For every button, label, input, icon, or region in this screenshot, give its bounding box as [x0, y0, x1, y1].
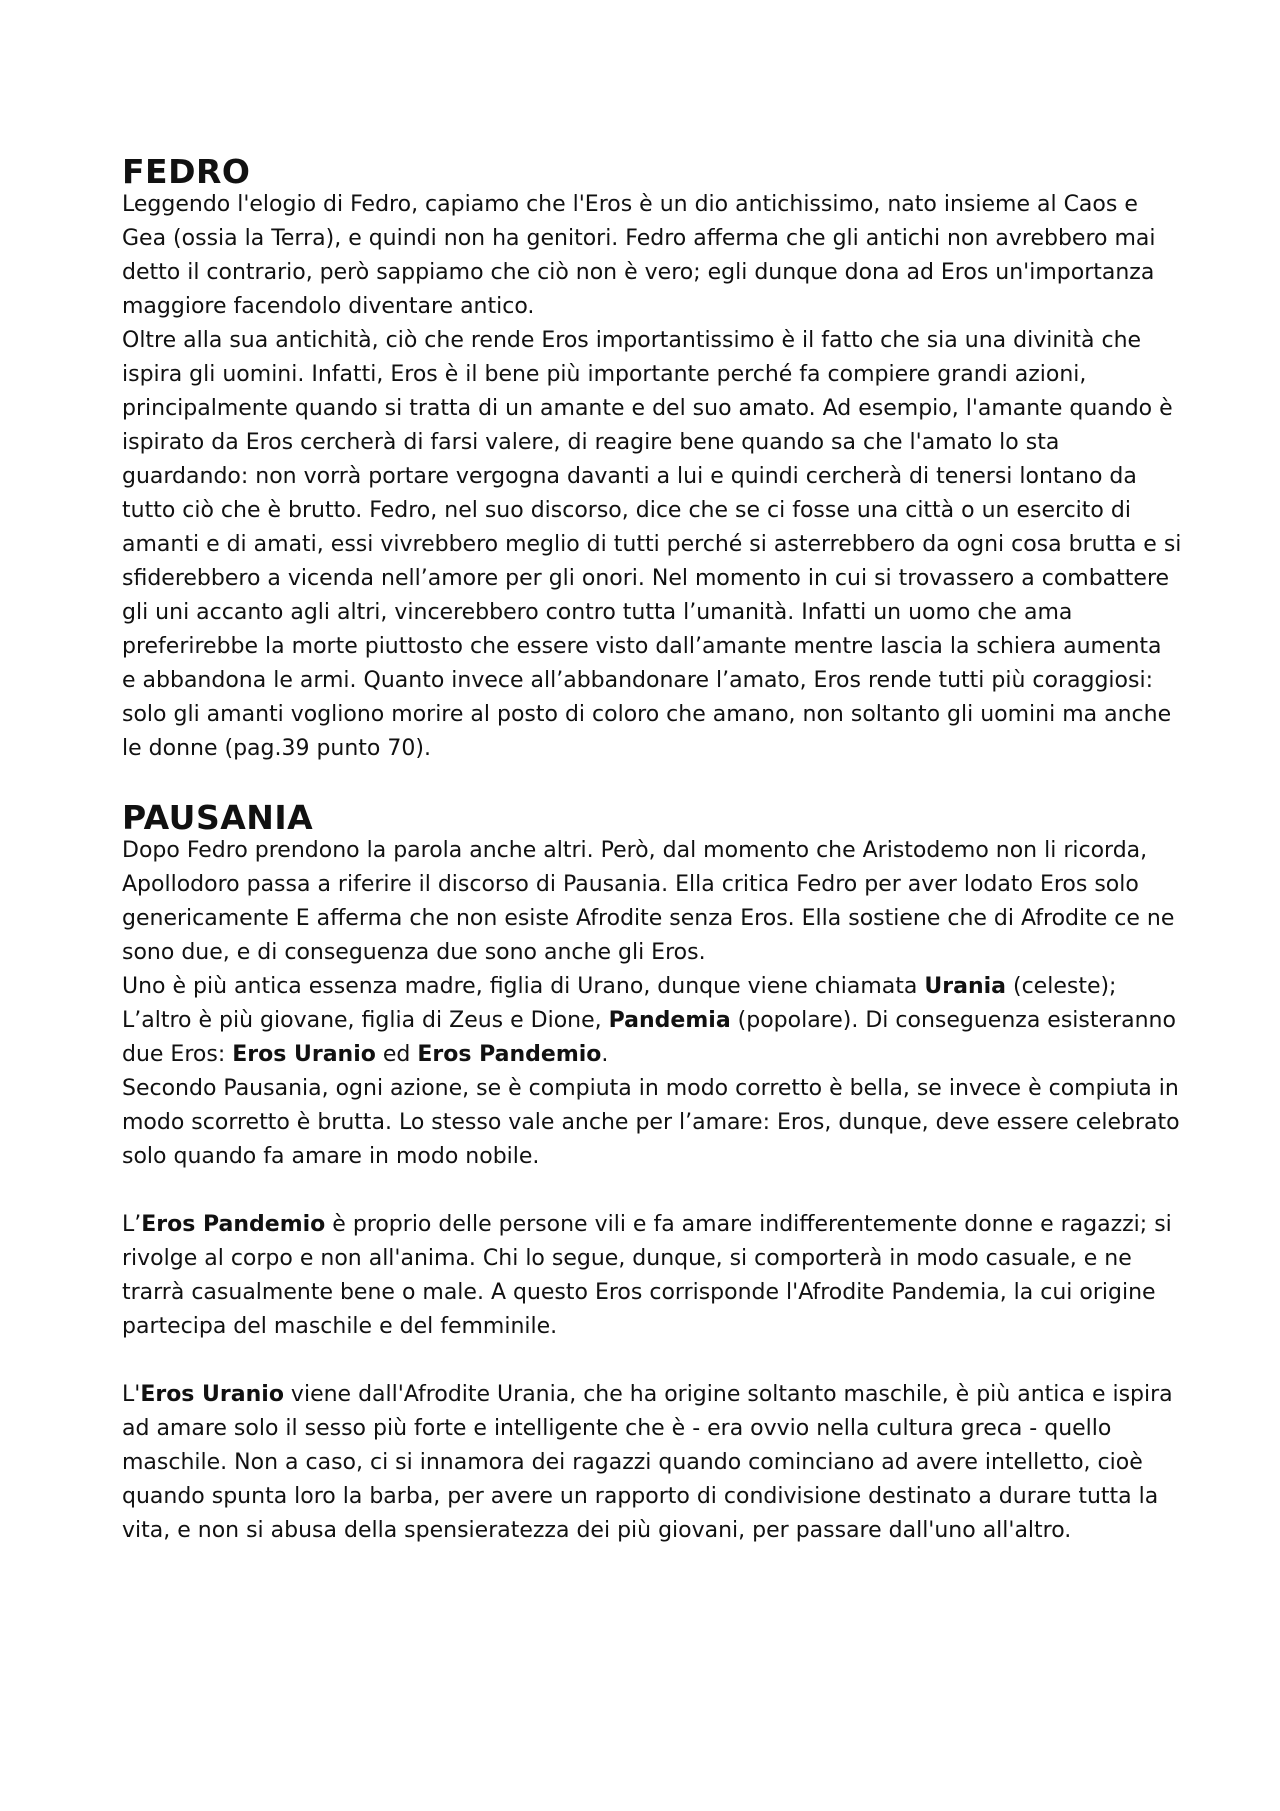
fedro-paragraph-2: Oltre alla sua antichità, ciò che rende Eros importantissimo è il fatto che sia una divinità che ispira gli uomini. Infatti, Eros è il bene più importante perché fa compiere grandi azioni, principalmente quando si tratta di un amante e del suo amato. Ad esempio, l'amante quando è ispirato da Eros cercherà di farsi valere, di reagire bene quando sa che l'amato lo sta guardando: non vorrà portare vergogna davanti a lui e quindi cercherà di tenersi lontano da tutto ciò che è brutto. Fedro, nel suo discorso, dice che se ci fosse una città o un esercito di amanti e di amati, essi vivrebbero meglio di tutti perché si asterrebbero da ogni cosa brutta e si sfiderebbero a vicenda nell’amore per gli onori. Nel momento in cui si trovassero a combattere gli uni accanto agli altri, vincerebbero contro tutta l’umanità. Infatti un uomo che ama preferirebbe la morte piuttosto che essere visto dall’amante mentre lascia la schiera aumenta e abbandona le armi. Quanto invece all’abbandonare l’amato, Eros rende tutti più coraggiosi: solo gli amanti vogliono morire al posto di coloro che amano, non soltanto gli uomini ma anche le donne (pag.39 punto 70). — [122, 328, 1182, 761]
pausania-paragraph-2 — [122, 970, 1182, 1072]
term-eros-pandemio: Eros Pandemio — [417, 1042, 602, 1067]
document-page — [122, 150, 1182, 1548]
fedro-paragraph-1: Leggendo l'elogio di Fedro, capiamo che l'Eros è un dio antichissimo, nato insieme al Caos e Gea (ossia la Terra), e quindi non ha genitori. Fedro afferma che gli antichi non avrebbero mai detto il contrario, però sappiamo che ciò non è vero; egli dunque dona ad Eros un'importanza maggiore facendolo diventare antico. — [122, 192, 1156, 319]
section-title-pausania: PAUSANIA — [122, 798, 314, 837]
term-eros-uranio: Eros Uranio — [232, 1042, 376, 1067]
paragraph-spacer — [122, 1174, 1182, 1208]
term-urania: Urania — [924, 974, 1006, 999]
term-eros-uranio: Eros Uranio — [140, 1382, 284, 1407]
text-run: . — [601, 1042, 609, 1067]
pausania-paragraph-5 — [122, 1378, 1182, 1548]
text-run: viene dall'Afrodite Urania, che ha origine soltanto maschile, è più antica e ispira ad amare solo il sesso più forte e intelligente che è - era ovvio nella cultura greca - quello maschile. Non a caso, ci si innamora dei ragazzi quando cominciano ad avere intelletto, cioè quando spunta loro la barba, per avere un rapporto di condivisione destinato a durare tutta la vita, e non si abusa della spensieratezza dei più giovani, per passare dall'uno all'altro. — [122, 1382, 1173, 1543]
pausania-paragraph-3: Secondo Pausania, ogni azione, se è compiuta in modo corretto è bella, se invece è compiuta in modo scorretto è brutta. Lo stesso vale anche per l’amare: Eros, dunque, deve essere celebrato solo quando fa amare in modo nobile. — [122, 1076, 1180, 1169]
paragraph-spacer — [122, 1344, 1182, 1378]
text-run: Uno è più antica essenza madre, figlia di Urano, dunque viene chiamata — [122, 974, 925, 999]
pausania-paragraph-1: Dopo Fedro prendono la parola anche altri. Però, dal momento che Aristodemo non li ricorda, Apollodoro passa a riferire il discorso di Pausania. Ella critica Fedro per aver lodato Eros solo genericamente E afferma che non esiste Afrodite senza Eros. Ella sostiene che di Afrodite ce ne sono due, e di conseguenza due sono anche gli Eros. — [122, 838, 1175, 965]
term-eros-pandemio: Eros Pandemio — [141, 1212, 326, 1237]
text-run: L' — [122, 1382, 141, 1407]
text-run: è proprio delle persone vili e fa amare indifferentemente donne e ragazzi; si rivolge al corpo e non all'anima. Chi lo segue, dunque, si comporterà in modo casuale, e ne trarrà casualmente bene o male. A questo Eros corrisponde l'Afrodite Pandemia, la cui origine partecipa del maschile e del femminile. — [122, 1212, 1172, 1339]
text-run: (popolare). Di conseguenza esisteranno due Eros: — [122, 1008, 1176, 1067]
text-run: L’ — [122, 1212, 142, 1237]
pausania-paragraph-4 — [122, 1208, 1182, 1344]
term-pandemia: Pandemia — [608, 1008, 731, 1033]
text-run: ed — [375, 1042, 418, 1067]
text-run: (celeste); L’altro è più giovane, figlia di Zeus e Dione, — [122, 974, 1117, 1033]
section-title-fedro: FEDRO — [122, 152, 251, 191]
